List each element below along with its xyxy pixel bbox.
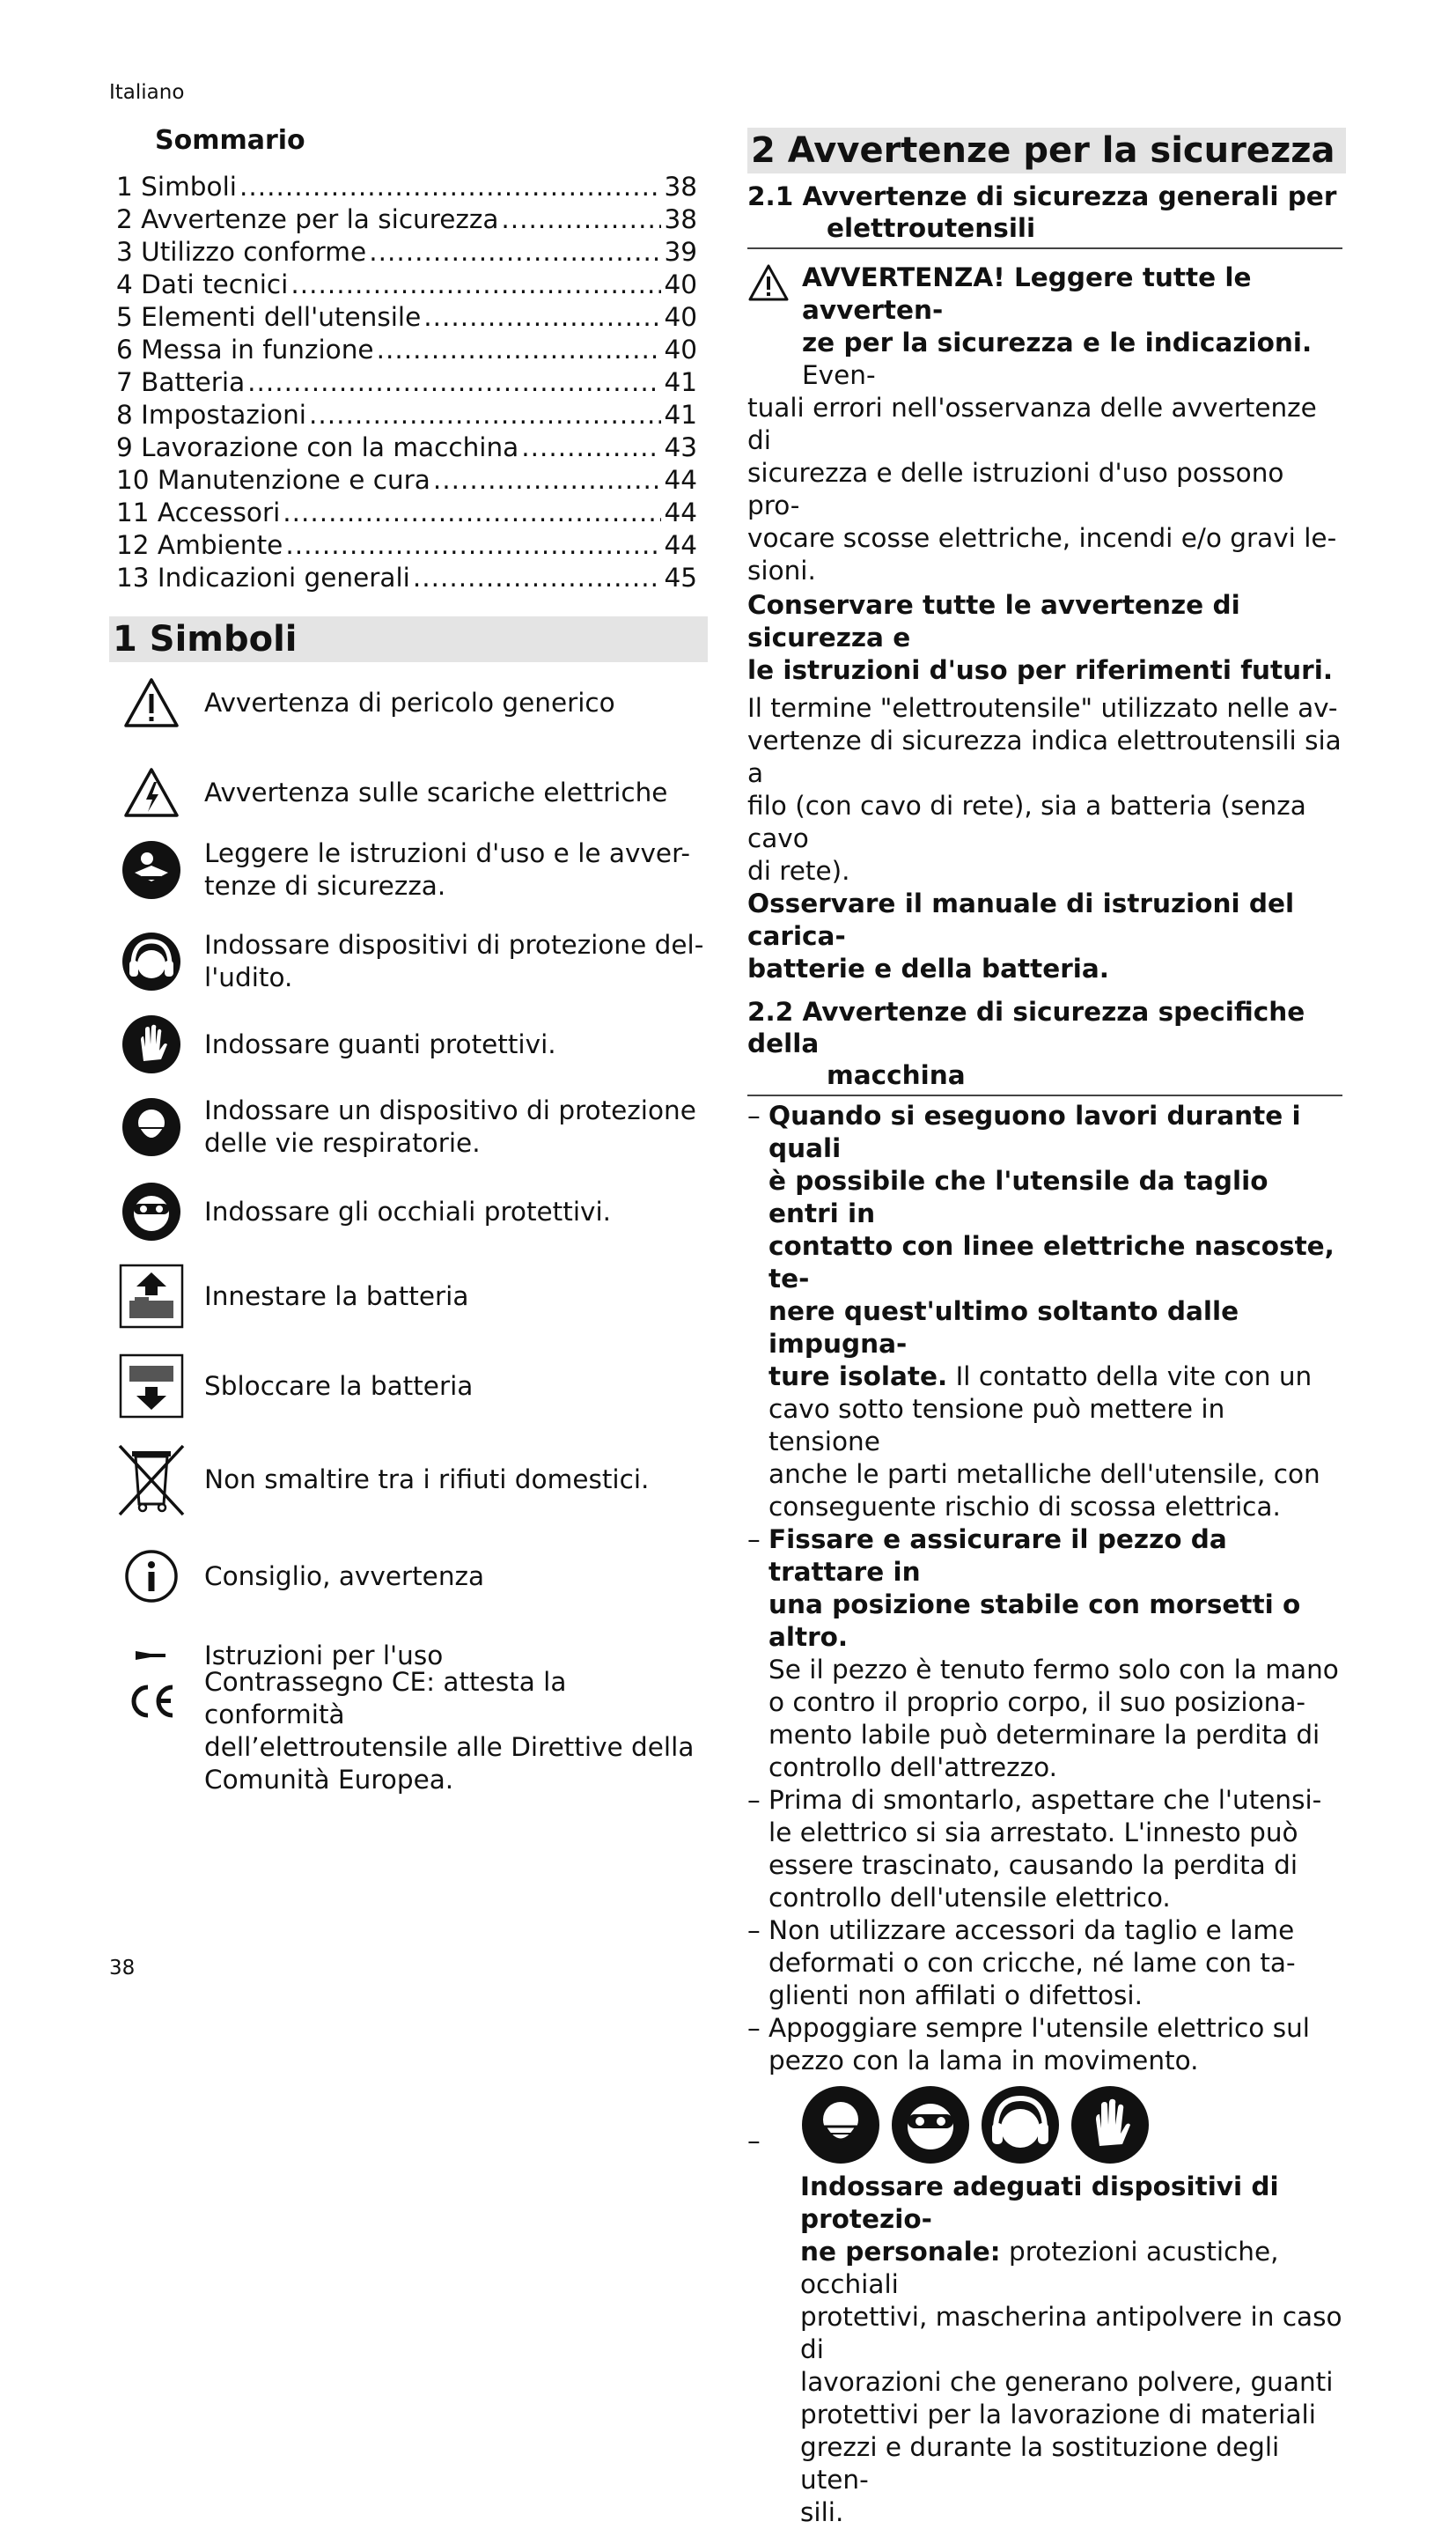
warning-text: tuali errori nell'osservanza delle avvertenze di sicurezza e delle istruzioni d'uso possono pro- vocare scosse elettriche, incendi e/o gravi le- sioni. [747,393,1337,586]
toc-leader [433,464,662,497]
toc-entry-page: 40 [664,335,697,365]
toc-entry-page: 41 [664,400,697,430]
toc-entry-page: 44 [664,498,697,527]
symbol-description: Leggere le istruzioni d'uso e le avver- tenze di sicurezza. [204,838,690,901]
toc-entry [116,562,697,594]
symbol-description: Avvertenza di pericolo generico [204,687,615,718]
toc-entry-page: 39 [664,237,697,267]
list-dash: – [747,1915,761,1945]
toc-entry-label: 6 Messa in funzione [116,335,374,365]
toc-entry-page: 44 [664,465,697,495]
toc-entry [116,203,697,236]
ppe-icons [800,2084,1342,2165]
symbol-row [116,926,715,997]
toc-entry-label: 9 Lavorazione con la macchina [116,432,519,462]
toc-entry [116,269,697,301]
list-item-text: Il contatto della vite con un cavo sotto tensione può mettere in tensione anche le parti metalliche dell'utensile, con conseguente rischio di scossa elettrica. [768,1361,1320,1522]
section-safety-heading: 2 Avvertenze per la sicurezza [747,128,1346,173]
list-item-text: Se il pezzo è tenuto fermo solo con la mano o contro il proprio corpo, il suo posiziona- mento labile può determinare la perdita di controllo dell'attrezzo. [768,1655,1339,1782]
toc-entry-page: 38 [664,172,697,202]
toc-entry-label: 8 Impostazioni [116,400,306,430]
toc-entry [116,399,697,431]
read-manual-icon [116,835,187,905]
toc-leader [413,562,662,594]
section-symbols-heading: 1 Simboli [109,616,708,662]
list-item-bold: Indossare adeguati dispositivi di protezio- ne personale: [800,2171,1279,2267]
toc-entry-page: 40 [664,302,697,332]
toc-title: Sommario [155,125,305,156]
toc-leader [247,366,661,399]
toc-entry [116,171,697,203]
insert-battery-icon [116,1261,187,1331]
ear-protection-icon [116,926,187,997]
toc-entry-label: 3 Utilizzo conforme [116,237,367,267]
symbol-description: Indossare guanti protettivi. [204,1029,556,1059]
subheading-line: 2.1 Avvertenze di sicurezza generali per [747,181,1337,211]
subheading-line: elettroutensili [827,213,1036,243]
toc-entry-page: 38 [664,204,697,234]
symbol-description: Istruzioni per l'uso [204,1640,444,1670]
toc-entry [116,301,697,334]
toc-leader [309,399,661,431]
list-dash: – [747,1524,761,1554]
list-item-text: Prima di smontarlo, aspettare che l'utensi- le elettrico si sia arrestato. L'innesto può essere trascinato, causando la perdita di controllo dell'utensile elettrico. [768,1785,1322,1913]
warning-block [747,262,1342,392]
list-item [747,1100,1342,1523]
toc-entry-page: 41 [664,367,697,397]
general-warning-icon [116,667,187,738]
symbol-row [116,1176,715,1247]
gloves-icon [1070,2084,1151,2165]
symbol-row [116,1009,715,1080]
toc-entry [116,529,697,562]
toc-entry-page: 45 [664,563,697,593]
subheading-general-safety [747,181,1342,249]
warning-bold-line: ze per la sicurezza e le indicazioni. [802,328,1313,358]
term-definition: Il termine "elettroutensile" utilizzato nelle av- vertenze di sicurezza indica elettroutensili sia a filo (con cavo di rete), sia a batteria (senza cavo di rete). [747,693,1342,886]
list-dash: – [747,2013,761,2043]
symbol-description: Indossare dispositivi di protezione del- l'udito. [204,930,704,992]
toc-entry-label: 7 Batteria [116,367,246,397]
toc-entry [116,431,697,464]
toc-entry-label: 2 Avvertenze per la sicurezza [116,204,499,234]
weee-bin-icon [116,1444,187,1515]
goggles-icon [116,1176,187,1247]
symbol-row [116,1666,715,1796]
list-item-bold: Fissare e assicurare il pezzo da trattare in una posizione stabile con morsetti o altro. [768,1524,1301,1652]
toc-entry-label: 4 Dati tecnici [116,269,289,299]
list-item [747,1914,1342,2012]
symbol-description: Sbloccare la batteria [204,1370,474,1401]
charger-note: Osservare il manuale di istruzioni del carica- batterie e della batteria. [747,888,1295,984]
list-item-text: Appoggiare sempre l'utensile elettrico sul pezzo con la lama in movimento. [768,2013,1310,2076]
page-number: 38 [109,1957,136,1980]
symbol-row [116,1541,715,1611]
symbol-description: Innestare la batteria [204,1280,469,1311]
symbol-row [116,1261,715,1331]
toc-leader [239,171,661,203]
list-dash: – [747,1101,761,1131]
list-dash: – [747,2126,761,2156]
list-item [747,1523,1342,1784]
toc-entry [116,497,697,529]
symbol-row [116,835,715,905]
subheading-line: 2.2 Avvertenze di sicurezza specifiche della [747,997,1305,1058]
symbol-row [116,757,715,828]
symbol-row [116,667,715,738]
symbol-row [116,1351,715,1421]
language-label: Italiano [109,81,185,104]
warning-text: Even- [802,360,876,390]
symbol-description: Non smaltire tra i rifiuti domestici. [204,1464,650,1494]
toc-leader [290,269,661,301]
toc-leader [521,431,661,464]
respirator-icon [800,2084,881,2165]
ear-protection-icon [980,2084,1061,2165]
toc-entry-label: 13 Indicazioni generali [116,563,410,593]
toc-entry-label: 11 Accessori [116,498,281,527]
table-of-contents [116,171,697,594]
goggles-icon [890,2084,971,2165]
symbol-description: Consiglio, avvertenza [204,1560,485,1591]
toc-leader [283,497,661,529]
toc-entry [116,334,697,366]
keep-instructions: Conservare tutte le avvertenze di sicurezza e le istruzioni d'uso per riferimenti futuri. [747,590,1334,685]
subheading-line: macchina [827,1060,966,1090]
toc-leader [369,236,661,269]
list-item [747,2012,1342,2077]
release-battery-icon [116,1351,187,1421]
safety-content [747,181,1342,2529]
toc-entry-label: 12 Ambiente [116,530,283,560]
symbol-description: Avvertenza sulle scariche elettriche [204,777,668,807]
symbol-description: Contrassegno CE: attesta la conformità dell’elettroutensile alle Direttive della Comunità Europea. [204,1667,695,1795]
list-item-text: Non utilizzare accessori da taglio e lame deformati o con cricche, né lame con ta- glienti non affilati o difettosi. [768,1915,1296,2010]
list-item-bold: Quando si eseguono lavori durante i quali è possibile che l'utensile da taglio entri in contatto con linee elettriche nascoste, te- nere quest'ultimo soltanto dalle impugna- ture isolate. [768,1101,1335,1391]
toc-entry [116,464,697,497]
warning-bold-line: AVVERTENZA! Leggere tutte le avverten- [802,262,1252,325]
respirator-icon [116,1092,187,1162]
electric-warning-icon [116,757,187,828]
toc-entry [116,236,697,269]
toc-entry-page: 44 [664,530,697,560]
toc-leader [501,203,661,236]
symbol-row [116,1092,715,1162]
toc-entry-page: 43 [664,432,697,462]
toc-entry-label: 5 Elementi dell'utensile [116,302,422,332]
general-warning-icon [747,262,802,392]
subheading-specific-safety [747,996,1342,1096]
list-item [747,1784,1342,1914]
toc-leader [377,334,662,366]
toc-leader [423,301,661,334]
toc-entry-label: 1 Simboli [116,172,237,202]
list-item-text: protezioni acustiche, occhiali protettivi, mascherina antipolvere in caso di lavorazioni che generano polvere, guanti protettivi per la lavorazione di materiali grezzi e durante la sostituzione degli uten- sili. [800,2237,1342,2527]
toc-entry-page: 40 [664,269,697,299]
info-icon [116,1541,187,1611]
ce-mark-icon [116,1666,187,1736]
gloves-icon [116,1009,187,1080]
symbol-row [116,1444,715,1515]
list-dash: – [747,1785,761,1815]
symbol-description: Indossare un dispositivo di protezione delle vie respiratorie. [204,1095,696,1158]
toc-entry-label: 10 Manutenzione e cura [116,465,430,495]
list-item [747,2084,1342,2529]
toc-leader [285,529,661,562]
symbol-description: Indossare gli occhiali protettivi. [204,1196,612,1227]
toc-entry [116,366,697,399]
